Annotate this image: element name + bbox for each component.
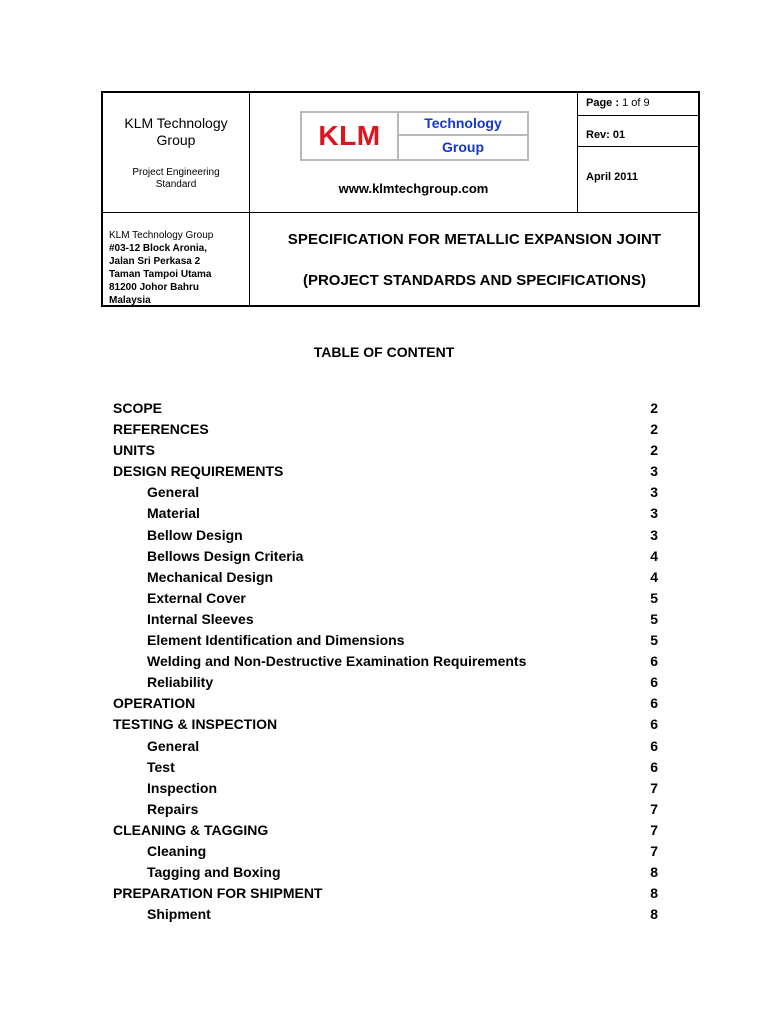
toc-subentry[interactable] xyxy=(113,483,658,504)
toc-subentry[interactable] xyxy=(113,610,658,631)
toc-entry-page: 6 xyxy=(650,653,658,670)
logo-klm-text: KLM xyxy=(302,113,399,159)
toc-entry-label: Tagging and Boxing xyxy=(147,864,281,881)
toc-entry-label: TESTING & INSPECTION xyxy=(113,716,278,733)
toc-entry-page: 4 xyxy=(650,547,658,564)
toc-subentry[interactable] xyxy=(113,547,658,568)
page-value: 1 of 9 xyxy=(622,97,650,109)
page-label: Page : xyxy=(586,97,620,109)
meta-cell xyxy=(578,93,699,213)
toc-entry-label: PREPARATION FOR SHIPMENT xyxy=(113,885,323,902)
toc-entry-page: 3 xyxy=(650,463,658,480)
toc-entry-page: 3 xyxy=(650,505,658,522)
toc-entry-label: SCOPE xyxy=(113,400,163,416)
revision: Rev: 01 xyxy=(578,116,699,147)
toc-entry-label: External Cover xyxy=(147,589,246,606)
standard-type-line1: Project Engineering xyxy=(132,167,220,178)
toc-entry[interactable] xyxy=(113,462,658,483)
toc-entry-page: 8 xyxy=(650,906,658,923)
standard-type xyxy=(103,167,249,191)
toc-entry-page: 3 xyxy=(650,526,658,543)
company-name-line2: Group xyxy=(156,132,196,148)
toc-entry-label: REFERENCES xyxy=(113,421,209,438)
toc-entry-label: Element Identification and Dimensions xyxy=(147,632,405,649)
toc-entry-page: 2 xyxy=(650,421,658,438)
toc-subentry[interactable] xyxy=(113,526,658,547)
toc-entry-page: 5 xyxy=(650,610,658,627)
toc-entry-label: Bellows Design Criteria xyxy=(147,547,304,564)
toc-entry-page: 6 xyxy=(650,716,658,733)
address-cell xyxy=(103,213,250,305)
toc-entry-label: Internal Sleeves xyxy=(147,610,254,627)
toc-entry-label: General xyxy=(147,484,200,501)
toc-entry-page: 7 xyxy=(650,842,658,859)
company-name xyxy=(103,115,249,149)
address-line: Jalan Sri Perkasa 2 xyxy=(109,256,201,267)
address-line: KLM Technology Group xyxy=(109,230,214,241)
toc-entry[interactable] xyxy=(113,399,658,420)
toc-entry[interactable] xyxy=(113,420,658,441)
toc-entry-label: Repairs xyxy=(147,800,199,817)
toc-entry-page: 8 xyxy=(650,864,658,881)
toc-subentry[interactable] xyxy=(113,589,658,610)
toc-entry-label: UNITS xyxy=(113,442,155,459)
toc-subentry[interactable] xyxy=(113,631,658,652)
toc-subentry[interactable] xyxy=(113,504,658,525)
toc-entry-page: 5 xyxy=(650,632,658,649)
logo-technology-text: Technology xyxy=(399,113,527,136)
address-line: #03-12 Block Aronia, xyxy=(109,243,208,254)
title-cell xyxy=(250,213,699,305)
toc-entry-label: Bellow Design xyxy=(147,526,243,543)
document-title: SPECIFICATION FOR METALLIC EXPANSION JOINT xyxy=(287,231,662,248)
page-number xyxy=(578,93,699,116)
toc-entry-label: Test xyxy=(147,758,175,775)
toc-subentry[interactable] xyxy=(113,652,658,673)
company-name-line1: KLM Technology xyxy=(124,115,228,131)
toc-entry-page: 7 xyxy=(650,800,658,817)
address-line: Taman Tampoi Utama xyxy=(109,269,212,280)
toc-entry-label: General xyxy=(147,737,200,754)
toc-subentry[interactable] xyxy=(113,842,658,863)
address-line: Malaysia xyxy=(109,295,151,306)
toc-subentry[interactable] xyxy=(113,737,658,758)
toc-entry[interactable] xyxy=(113,884,658,905)
logo-cell xyxy=(250,93,578,213)
toc-entry-page: 6 xyxy=(650,695,658,712)
toc-subentry[interactable] xyxy=(113,673,658,694)
toc-entry-label: CLEANING & TAGGING xyxy=(113,821,269,838)
company-logo xyxy=(300,111,529,161)
toc-entry-label: Shipment xyxy=(147,906,211,923)
toc-entry[interactable] xyxy=(113,694,658,715)
toc-entry[interactable] xyxy=(113,715,658,736)
toc-entry-label: Reliability xyxy=(147,674,214,691)
document-subtitle: (PROJECT STANDARDS AND SPECIFICATIONS) xyxy=(302,272,647,289)
logo-group-text: Group xyxy=(442,139,484,155)
company-cell xyxy=(103,93,250,213)
toc-subentry[interactable] xyxy=(113,568,658,589)
toc-entry-page: 3 xyxy=(650,484,658,501)
table-of-contents xyxy=(113,399,658,926)
toc-entry-label: Material xyxy=(147,505,200,522)
toc-entry-page: 6 xyxy=(650,758,658,775)
toc-entry-page: 2 xyxy=(650,400,658,416)
toc-entry-label: Mechanical Design xyxy=(147,568,274,585)
toc-entry-page: 6 xyxy=(650,737,658,754)
toc-entry-page: 5 xyxy=(650,589,658,606)
toc-entry-label: Welding and Non-Destructive Examination Requirements xyxy=(147,653,527,670)
standard-type-line2: Standard xyxy=(155,179,197,190)
toc-heading: TABLE OF CONTENT xyxy=(313,344,455,360)
toc-entry[interactable] xyxy=(113,441,658,462)
toc-entry-page: 2 xyxy=(650,442,658,459)
toc-entry-label: OPERATION xyxy=(113,695,196,712)
address-line: 81200 Johor Bahru xyxy=(109,282,200,293)
toc-subentry[interactable] xyxy=(113,905,658,926)
issue-date: April 2011 xyxy=(586,171,638,183)
toc-subentry[interactable] xyxy=(113,779,658,800)
header-table xyxy=(101,91,700,307)
website-link[interactable]: www.klmtechgroup.com xyxy=(338,181,489,196)
toc-subentry[interactable] xyxy=(113,863,658,884)
toc-entry-page: 7 xyxy=(650,779,658,796)
toc-entry-page: 6 xyxy=(650,674,658,691)
toc-entry-label: DESIGN REQUIREMENTS xyxy=(113,463,284,480)
toc-entry-page: 4 xyxy=(650,568,658,585)
toc-entry-label: Cleaning xyxy=(147,842,207,859)
toc-entry[interactable] xyxy=(113,821,658,842)
toc-entry-page: 8 xyxy=(650,885,658,902)
toc-subentry[interactable] xyxy=(113,758,658,779)
toc-entry-label: Inspection xyxy=(147,779,218,796)
toc-entry-page: 7 xyxy=(650,821,658,838)
toc-subentry[interactable] xyxy=(113,800,658,821)
